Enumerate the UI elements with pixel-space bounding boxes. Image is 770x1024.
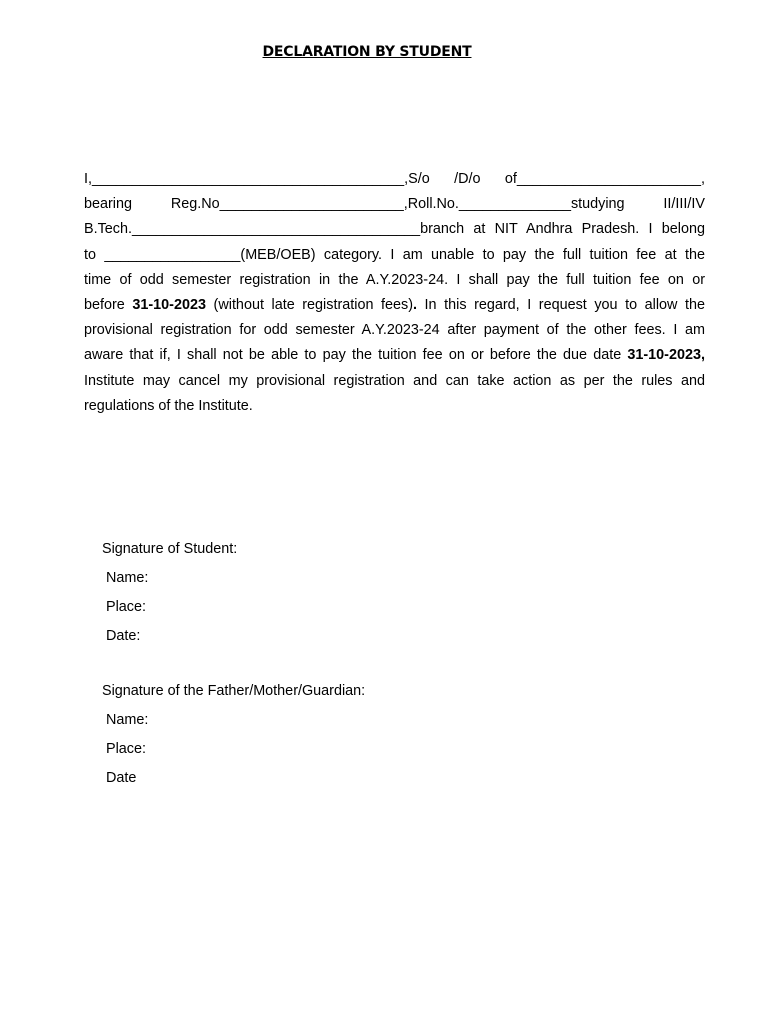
student-signature-heading: Signature of Student: <box>102 541 238 557</box>
guardian-date-label: Date <box>106 770 137 786</box>
bearing-text: bearing <box>84 196 133 213</box>
relation-text: /D/o <box>454 171 481 187</box>
student-name-blank: I,_______________________________________,S/o <box>84 171 430 187</box>
declaration-line <box>84 167 705 192</box>
aware-text: aware that if, I shall not be able to pay the tuition fee on or before the due date <box>84 347 628 364</box>
reg-roll-blanks: Reg.No_______________________,Roll.No.______________studying <box>170 196 625 213</box>
declaration-text <box>84 167 705 419</box>
declaration-line <box>84 192 705 217</box>
student-date-label: Date: <box>106 628 141 644</box>
period-mark: . <box>413 296 417 313</box>
late-fee-text: (without late registration fees) <box>206 296 413 313</box>
student-signature-block <box>102 541 237 657</box>
year-options: II/III/IV <box>663 196 705 213</box>
declaration-line: B.Tech.____________________________________branch at NIT Andhra Pradesh. I belong <box>84 221 705 238</box>
before-text: before <box>84 296 133 313</box>
request-text: In this regard, I request you to allow the <box>417 296 705 313</box>
due-date: 31-10-2023, <box>627 347 705 364</box>
declaration-line: provisional registration for odd semester A.Y.2023-24 after payment of the other fees. I am <box>84 322 705 339</box>
guardian-signature-heading: Signature of the Father/Mother/Guardian: <box>102 683 366 699</box>
document-title: DECLARATION BY STUDENT <box>262 44 472 60</box>
declaration-line <box>84 293 705 318</box>
declaration-line <box>84 343 705 368</box>
student-place-label: Place: <box>106 599 146 615</box>
parent-name-blank: of_______________________, <box>504 171 705 187</box>
due-date: 31-10-2023 <box>132 296 206 313</box>
declaration-line: time of odd semester registration in the A.Y.2023-24. I shall pay the full tuition fee on or <box>84 271 705 288</box>
guardian-name-label: Name: <box>106 712 149 728</box>
guardian-place-label: Place: <box>106 741 146 757</box>
declaration-line: to _________________(MEB/OEB) category. I am unable to pay the full tuition fee at the <box>84 246 705 263</box>
declaration-line: regulations of the Institute. <box>84 397 253 414</box>
guardian-signature-block <box>102 683 365 799</box>
student-name-label: Name: <box>106 570 149 586</box>
declaration-line: Institute may cancel my provisional registration and can take action as per the rules and <box>84 372 705 389</box>
